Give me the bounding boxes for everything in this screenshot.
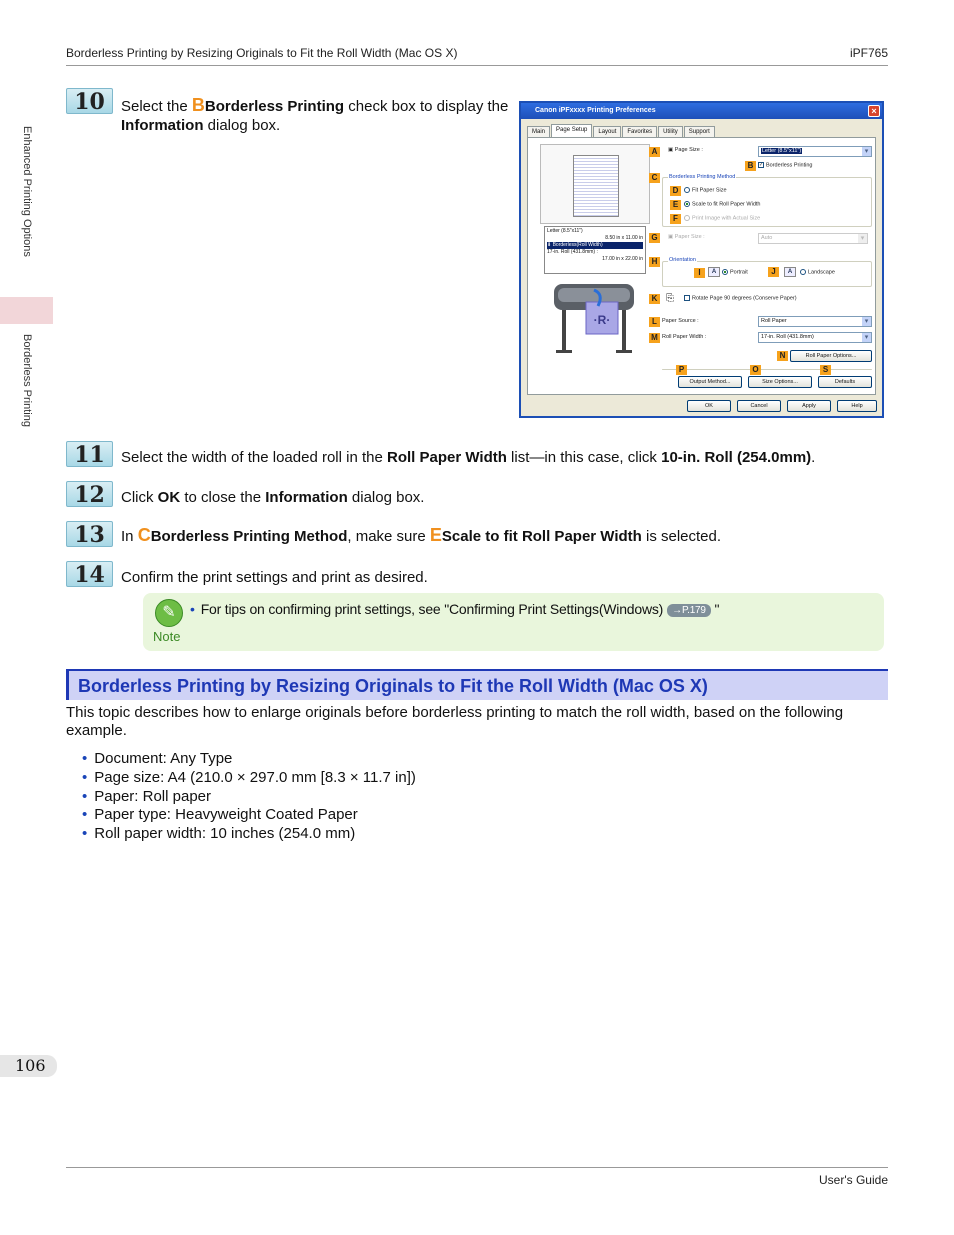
- callout-d: D: [670, 186, 681, 196]
- note-label: Note: [153, 629, 181, 644]
- page-number: 106: [0, 1055, 57, 1077]
- tab-main[interactable]: Main: [527, 126, 550, 137]
- callout-letter-b: B: [191, 95, 205, 115]
- paper-size-select[interactable]: Auto ▾: [758, 233, 868, 244]
- rotate-page-icon: ⎘: [666, 293, 674, 304]
- tab-favorites[interactable]: Favorites: [622, 126, 657, 137]
- dialog-tabs: [527, 124, 716, 137]
- page-size-select[interactable]: Letter (8.5"x11") ▾: [758, 146, 872, 157]
- page-preview: [540, 144, 650, 224]
- callout-a: A: [649, 147, 660, 157]
- cancel-button[interactable]: Cancel: [737, 400, 781, 412]
- page-reference-link[interactable]: →P.179: [667, 604, 711, 617]
- roll-paper-width-label: Roll Paper Width :: [662, 334, 707, 340]
- side-tab-label-borderless: Borderless Printing: [21, 334, 33, 427]
- note-text: • For tips on confirming print settings, see "Confirming Print Settings(Windows) →P.179 ": [190, 601, 720, 617]
- help-button[interactable]: Help: [837, 400, 877, 412]
- print-actual-size-radio[interactable]: Print Image with Actual Size: [684, 215, 760, 221]
- roll-paper-options-button[interactable]: Roll Paper Options...: [790, 350, 872, 362]
- tab-layout[interactable]: Layout: [593, 126, 621, 137]
- callout-b: B: [745, 161, 756, 171]
- header-rule: [66, 65, 888, 66]
- callout-h: H: [649, 257, 660, 267]
- callout-l: L: [649, 317, 660, 327]
- landscape-orientation-icon: A: [784, 267, 796, 277]
- callout-letter-e: E: [429, 525, 442, 545]
- callout-i: I: [694, 268, 705, 278]
- dialog-title: Canon iPFxxxx Printing Preferences: [535, 107, 656, 114]
- running-header-title: Borderless Printing by Resizing Originals to Fit the Roll Width (Mac OS X): [66, 46, 458, 60]
- svg-text:·R·: ·R·: [593, 313, 611, 327]
- footer-guide-title: User's Guide: [819, 1173, 888, 1187]
- callout-n: N: [777, 351, 788, 361]
- callout-e: E: [670, 200, 681, 210]
- step-text-11: Select the width of the loaded roll in the Roll Paper Width list—in this case, click 10-in. Roll (254.0mm).: [121, 449, 816, 466]
- side-tab-active-marker: [0, 297, 53, 324]
- printer-illustration: [550, 280, 638, 362]
- list-item: • Document: Any Type: [82, 750, 416, 769]
- tab-page-setup[interactable]: Page Setup: [551, 124, 592, 137]
- step-text-12: Click OK to close the Information dialog box.: [121, 489, 425, 506]
- step-number-13: 13: [66, 521, 113, 547]
- preview-info-box: Letter (8.5"x11") 8.50 in x 11.00 in ⬇ Borderless(Roll Width) 17-in. Roll (431.8mm) : 17.00 in x 22.00 in: [544, 226, 646, 274]
- list-item: • Paper: Roll paper: [82, 788, 416, 807]
- list-item: • Roll paper width: 10 inches (254.0 mm): [82, 825, 416, 844]
- side-tab-label-enhanced: Enhanced Printing Options: [21, 126, 33, 257]
- callout-s: S: [820, 365, 831, 375]
- portrait-radio[interactable]: Portrait: [722, 269, 748, 275]
- output-method-button[interactable]: Output Method...: [678, 376, 742, 388]
- borderless-method-title: Borderless Printing Method: [669, 174, 736, 180]
- callout-m: M: [649, 333, 660, 343]
- tab-utility[interactable]: Utility: [658, 126, 683, 137]
- step-text-14: Confirm the print settings and print as desired.: [121, 569, 428, 586]
- apply-button[interactable]: Apply: [787, 400, 831, 412]
- rotate-page-checkbox[interactable]: Rotate Page 90 degrees (Conserve Paper): [684, 295, 797, 301]
- footer-rule: [66, 1167, 888, 1168]
- preview-info-selected: ⬇ Borderless(Roll Width): [547, 242, 643, 249]
- callout-k: K: [649, 294, 660, 304]
- step-number-14: 14: [66, 561, 113, 587]
- step-text-13: In CBorderless Printing Method, make sure EScale to fit Roll Paper Width is selected.: [121, 525, 722, 545]
- running-header-model: iPF765: [849, 46, 888, 60]
- step-number-10: 10: [66, 88, 113, 114]
- close-icon[interactable]: ×: [868, 105, 880, 117]
- step-number-11: 11: [66, 441, 113, 467]
- button-separator: [662, 369, 872, 370]
- section-heading: Borderless Printing by Resizing Originals to Fit the Roll Width (Mac OS X): [66, 669, 888, 700]
- callout-g: G: [649, 233, 660, 243]
- orientation-title: Orientation: [669, 257, 696, 263]
- borderless-printing-checkbox[interactable]: ✓ Borderless Printing: [759, 162, 813, 169]
- defaults-button[interactable]: Defaults: [818, 376, 872, 388]
- callout-letter-c: C: [137, 525, 151, 545]
- paper-source-select[interactable]: Roll Paper ▾: [758, 316, 872, 327]
- dialog-title-bar: [521, 103, 882, 119]
- scale-to-fit-radio[interactable]: Scale to fit Roll Paper Width: [684, 201, 760, 207]
- page-preview-document: [573, 155, 619, 217]
- callout-p: P: [676, 365, 687, 375]
- callout-c: C: [649, 173, 660, 183]
- list-item: • Page size: A4 (210.0 × 297.0 mm [8.3 × 11.7 in]): [82, 769, 416, 788]
- roll-paper-width-select[interactable]: 17-in. Roll (431.8mm) ▾: [758, 332, 872, 343]
- fit-paper-size-radio[interactable]: Fit Paper Size: [684, 187, 727, 193]
- page-size-label: ▣ Page Size :: [668, 147, 703, 153]
- printing-preferences-dialog: [519, 101, 884, 418]
- example-list: [82, 750, 416, 844]
- step-text-10: Select the BBorderless Printing check box to display the Information dialog box.: [121, 95, 509, 134]
- list-item: • Paper type: Heavyweight Coated Paper: [82, 806, 416, 825]
- paper-source-label: Paper Source :: [662, 318, 699, 324]
- callout-o: O: [750, 365, 761, 375]
- paper-size-label: ▣ Paper Size :: [668, 234, 705, 240]
- pencil-icon: ✎: [155, 599, 183, 627]
- size-options-button[interactable]: Size Options...: [748, 376, 812, 388]
- tab-support[interactable]: Support: [684, 126, 715, 137]
- step-number-12: 12: [66, 481, 113, 507]
- callout-j: J: [768, 267, 779, 277]
- landscape-radio[interactable]: Landscape: [800, 269, 835, 275]
- portrait-orientation-icon: A: [708, 267, 720, 277]
- ok-button[interactable]: OK: [687, 400, 731, 412]
- section-intro: This topic describes how to enlarge originals before borderless printing to match the roll width, based on the following example.: [66, 704, 844, 739]
- callout-f: F: [670, 214, 681, 224]
- page-setup-panel: [527, 137, 876, 395]
